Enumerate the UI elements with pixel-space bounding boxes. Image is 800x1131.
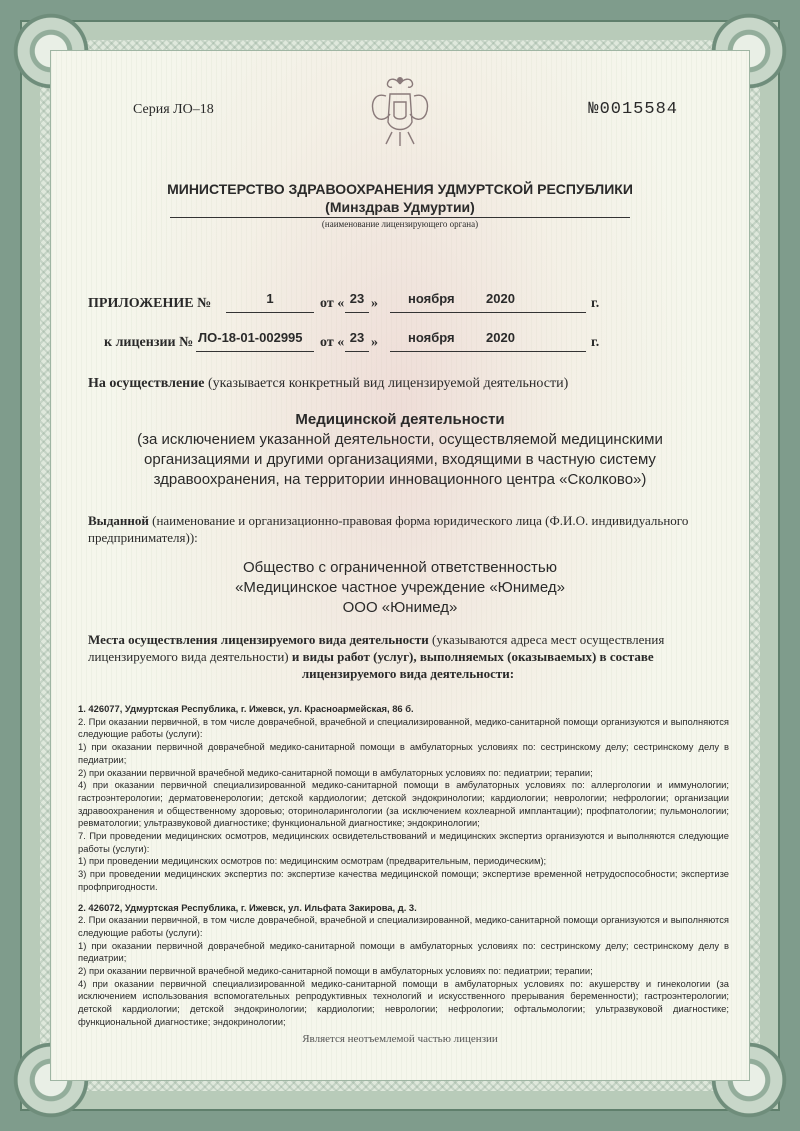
- footer-note: Является неотъемлемой частью лицензии: [302, 1033, 498, 1045]
- appendix-month: ноября: [408, 291, 455, 306]
- spacer: [78, 894, 729, 902]
- appendix-date-line: [390, 312, 586, 313]
- license-quote-close: »: [371, 335, 378, 350]
- appendix-year-suffix: г.: [591, 296, 600, 311]
- authority-underline: [170, 217, 630, 218]
- works-paragraph: 3) при проведении медицинских экспертиз по: экспертизе качества медицинской помощи; экспертизе временной нетрудоспособности; экспертизе профпригодности.: [78, 868, 729, 892]
- appendix-day: 23: [349, 291, 365, 306]
- license-from-label: от «: [320, 335, 345, 350]
- works-paragraph: 1) при оказании первичной доврачебной медико-санитарной помощи в амбулаторных условиях по: сестринскому делу; сестринскому делу в педиатрии;: [78, 939, 729, 964]
- form-number: №0015584: [588, 100, 678, 119]
- licensing-authority: [120, 180, 680, 216]
- works-paragraph: 2. При оказании первичной, в том числе доврачебной, врачебной и специализированной, медико-санитарной помощи организуются и выполняются следующие работы (услуги):: [78, 715, 729, 740]
- organization-line: «Медицинское частное учреждение «Юнимед»: [235, 579, 565, 596]
- activity-line: (за исключением указанной деятельности, осуществляемой медицинскими: [137, 431, 663, 448]
- works-paragraph: 2) при оказании первичной врачебной медико-санитарной помощи в амбулаторных условиях по: педиатрии; терапии;: [78, 965, 593, 977]
- activity-label: [88, 376, 568, 392]
- works-paragraph: 4) при оказании первичной специализированной медико-санитарной помощи в амбулаторных условиях по: акушерству и гинекологии (за исключением использования вспомогательных репродуктивных технологий и искусственного прерывания беременности); гастроэнтерологии; детской кардиологии; детской эндокринологии; кардиологии; неврологии; нефрологии; офтальмологии; ультразвуковой диагностике; функциональной диагностике; эндокринологии;: [78, 977, 729, 1027]
- appendix-number-line: [226, 312, 314, 313]
- issued-label: [88, 512, 718, 546]
- series-label: Серия ЛО–18: [133, 102, 214, 117]
- appendix-year: 2020: [486, 291, 515, 306]
- coat-of-arms-emblem: [366, 74, 434, 148]
- activity-title: Медицинской деятельности: [295, 411, 505, 428]
- places-label-hint: (указываются адреса мест осуществления лицензируемого вида деятельности): [88, 632, 665, 664]
- issued-label-hint: (наименование и организационно-правовая форма юридического лица (Ф.И.О. индивидуального предпринимателя)):: [88, 513, 689, 545]
- works-paragraph: 2) при оказании первичной врачебной медико-санитарной помощи в амбулаторных условиях по: педиатрии; терапии;: [78, 766, 593, 778]
- address-2: 2. 426072, Удмуртская Республика, г. Ижевск, ул. Ильфата Закирова, д. 3.: [78, 901, 417, 913]
- organization-line: Общество с ограниченной ответственностью: [243, 559, 557, 576]
- places-label-bold-3: лицензируемого вида деятельности:: [301, 666, 515, 681]
- works-paragraph: 1) при оказании первичной доврачебной медико-санитарной помощи в амбулаторных условиях по: сестринскому делу; сестринскому делу в педиатрии;: [78, 741, 729, 765]
- license-year-suffix: г.: [591, 335, 600, 350]
- works-paragraph: 4) при оказании первичной специализированной медико-санитарной помощи в амбулаторных условиях по: аллергологии и иммунологии; гастроэнтерологии; дерматовенерологии; детской кардиологии; детской эндокринологии; кардиологии; неврологии; нефрологии; организации здравоохранения и общественному здоровью; оториноларингологии (за исключением кохлеарной имплантации); профпатологии; пульмонологии; ревматологии; ультразвуковой диагностике; функциональной диагностике; эндокринологии;: [78, 779, 729, 829]
- activity-label-hint: (указывается конкретный вид лицензируемой деятельности): [204, 376, 569, 391]
- issued-label-bold: Выданной: [88, 513, 149, 528]
- license-day: 23: [349, 330, 365, 345]
- license-label: к лицензии №: [104, 335, 194, 350]
- activity-description: [110, 410, 690, 490]
- address-1: 1. 426077, Удмуртская Республика, г. Ижевск, ул. Красноармейская, 86 б.: [78, 703, 414, 714]
- places-label: [88, 631, 728, 682]
- organization-name: [110, 558, 690, 618]
- places-label-bold: Места осуществления лицензируемого вида деятельности: [88, 632, 429, 647]
- works-list: [78, 703, 729, 1029]
- license-month: ноября: [408, 330, 455, 345]
- ministry-name: МИНИСТЕРСТВО ЗДРАВООХРАНЕНИЯ УДМУРТСКОЙ РЕСПУБЛИКИ: [167, 181, 633, 197]
- works-paragraph: 1) при проведении медицинских осмотров по: медицинским осмотрам (предварительным, периодическим);: [78, 855, 547, 867]
- appendix-number: 1: [266, 291, 274, 306]
- appendix-label: ПРИЛОЖЕНИЕ №: [88, 296, 212, 311]
- works-paragraph: 2. При оказании первичной, в том числе доврачебной, врачебной и специализированной, медико-санитарной помощи организуются и выполняются следующие работы (услуги):: [78, 914, 729, 938]
- places-label-bold-2: и виды работ (услуг), выполняемых (оказываемых) в составе: [288, 649, 654, 664]
- activity-label-bold: На осуществление: [88, 376, 205, 391]
- appendix-day-line: [345, 312, 369, 313]
- works-paragraph: 7. При проведении медицинских осмотров, медицинских освидетельствований и медицинских экспертиз организуются и выполняются следующие работы (услуги):: [78, 830, 729, 854]
- activity-line: организациями и другими организациями, входящими в частную систему: [144, 451, 656, 468]
- activity-line: здравоохранения, на территории инновационного центра «Сколково»): [153, 471, 647, 488]
- appendix-quote-close: »: [371, 296, 378, 311]
- authority-caption: (наименование лицензирующего органа): [321, 219, 479, 229]
- license-number-line: [196, 351, 314, 352]
- organization-line: ООО «Юнимед»: [342, 599, 458, 616]
- license-number: ЛО-18-01-002995: [198, 330, 303, 345]
- license-year: 2020: [486, 330, 515, 345]
- license-day-line: [345, 351, 369, 352]
- appendix-from-label: от «: [320, 296, 345, 311]
- ministry-short-name: (Минздрав Удмуртии): [325, 199, 475, 215]
- license-date-line: [390, 351, 586, 352]
